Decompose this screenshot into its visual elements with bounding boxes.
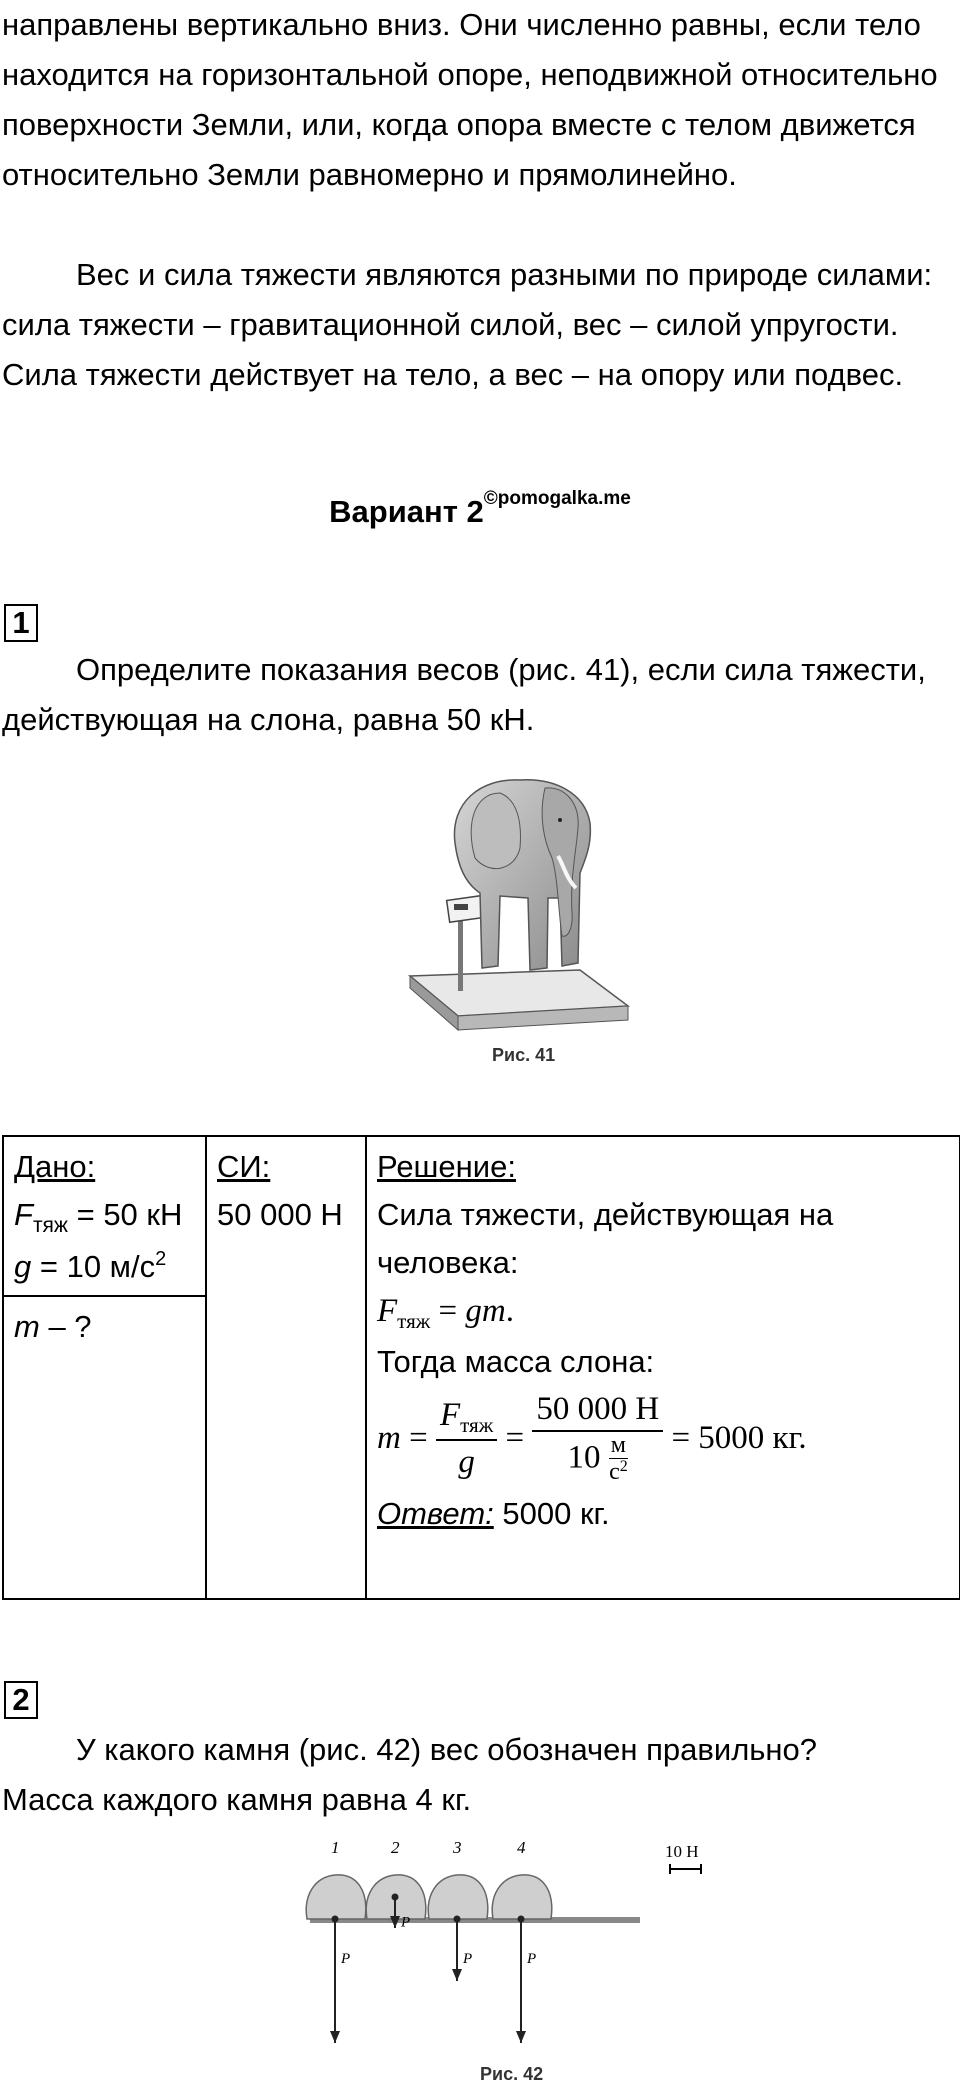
- solution-line-1: Сила тяжести, действующая на: [377, 1197, 834, 1232]
- intro-paragraph-1: направлены вертикально вниз. Они численно равны, если тело находится на горизонтальной опоре, неподвижной относительно поверхности Земли, или, когда опора вместе с телом движется относительно Земли равномерно и прямолинейно.: [2, 7, 938, 192]
- stone-label-1: 1: [331, 1838, 340, 1857]
- fraction-f-over-g: $\frac{F_{тяж}}{g}$: [436, 1394, 497, 1483]
- figure-41-caption: Рис. 41: [492, 1045, 556, 1065]
- given-cell: [3, 1136, 206, 1296]
- stone-1: [306, 1875, 366, 1919]
- solution-line-3: Тогда масса слона:: [377, 1344, 655, 1379]
- task-2-number: 2: [4, 1681, 38, 1719]
- given-header: Дано:: [14, 1149, 96, 1184]
- application-point-3: [454, 1916, 461, 1923]
- solution-header: Решение:: [377, 1149, 516, 1184]
- si-value: 50 000 Н: [217, 1197, 343, 1232]
- application-point-2: [392, 1894, 399, 1901]
- fraction-values: 50 000 Н 10 $\frac{м}{с^2}$: [532, 1388, 663, 1488]
- stone-label-2: 2: [391, 1838, 400, 1857]
- weight-vector-arrowhead-4: [516, 2031, 526, 2043]
- figure-42: [305, 1825, 725, 2087]
- task-1-number: 1: [4, 604, 38, 642]
- application-point-4: [518, 1916, 525, 1923]
- given-force: $F_{тяж} = 50$ кН: [14, 1197, 183, 1237]
- solution-cell: [366, 1136, 960, 1599]
- gravity-formula: $F_{тяж}$ = gm.: [377, 1293, 514, 1333]
- stone-label-3: 3: [453, 1838, 462, 1857]
- elephant-on-scales-image: [380, 748, 650, 1083]
- solution-line-2: человека:: [377, 1245, 519, 1280]
- figure-41: [380, 748, 650, 1083]
- vector-label-1: P: [341, 1951, 351, 1967]
- vector-label-3: P: [463, 1951, 473, 1967]
- answer-line: Ответ: 5000 кг.: [377, 1496, 610, 1531]
- si-header: СИ:: [217, 1149, 271, 1184]
- solution-table: [2, 1135, 960, 1600]
- task-1-text: Определите показания весов (рис. 41), если сила тяжести, действующая на слона, равна 50 кН.: [2, 652, 926, 737]
- figure-42-caption: Рис. 42: [480, 2064, 544, 2084]
- watermark: ©pomogalka.me: [483, 488, 631, 509]
- intro-paragraph-2: Вес и сила тяжести являются разными по природе силами: сила тяжести – гравитационной силой, вес – силой упругости. Сила тяжести действует на тело, а вес – на опору или подвес.: [2, 257, 933, 392]
- stone-4: [492, 1875, 552, 1919]
- stone-3: [428, 1875, 488, 1919]
- vector-label-4: P: [527, 1951, 537, 1967]
- vector-label-2: P: [401, 1914, 411, 1931]
- weight-vector-arrowhead-1: [330, 2031, 340, 2043]
- task-2-text: У какого камня (рис. 42) вес обозначен правильно? Масса каждого камня равна 4 кг.: [2, 1732, 818, 1817]
- stones-weight-diagram: [305, 1825, 725, 2087]
- stone-label-4: 4: [517, 1838, 526, 1857]
- weight-vector-arrowhead-3: [452, 1969, 462, 1981]
- application-point-1: [332, 1916, 339, 1923]
- given-gravity: g = 10 $м/с^2$: [14, 1248, 167, 1284]
- mass-calculation: m = $\frac{F_{тяж}}{g}$ = 50 000 Н 10 $\frac{м}{с^2}$ = 5000 кг.: [377, 1386, 949, 1490]
- si-cell: [206, 1136, 366, 1599]
- find-cell: m – ?: [3, 1296, 206, 1599]
- variant-title: Вариант 2: [329, 494, 484, 529]
- scale-label: 10 Н: [665, 1842, 699, 1861]
- variant-heading: [0, 488, 960, 530]
